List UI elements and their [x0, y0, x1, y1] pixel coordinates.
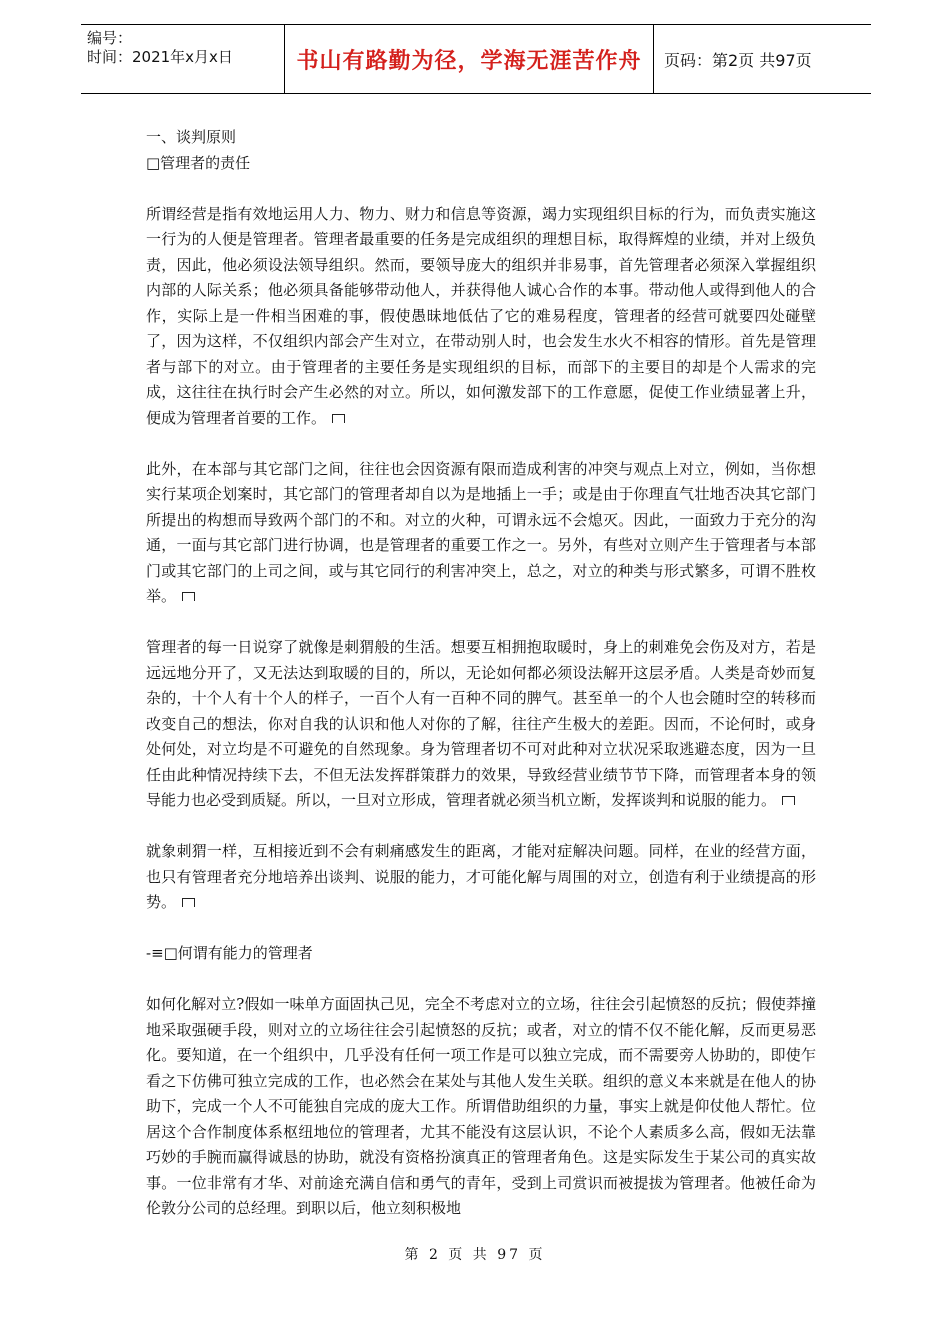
paragraph-text: 如何化解对立?假如一味单方面固执己见，完全不考虑对立的立场，往往会引起愤怒的反抗；假使莽撞地采取强硬手段，则对立的立场往往会引起愤怒的反抗；或者，对立的情不仅不能化解，反而更易恶化。要知道，在一个组织中，几乎没有任何一项工作是可以独立完成，而不需要旁人协助的，即使乍看之下仿佛可独立完成的工作，也必然会在某处与其他人发生关联。组织的意义本来就是在他人的协助下，完成一个人不可能独自完成的庞大工作。所谓借助组织的力量，事实上就是仰仗他人帮忙。位居这个合作制度体系枢纽地位的管理者，尤其不能没有这层认识，不论个人素质多么高，假如无法靠巧妙的手腕而赢得诚恳的协助，就没有资格扮演真正的管理者角色。这是实际发生于某公司的真实故事。一位非常有才华、对前途充满自信和勇气的青年，受到上司赏识而被提拔为管理者。他被任命为伦敦分公司的总经理。到职以后，他立刻积极地 — [146, 995, 816, 1217]
header-motto: 书山有路勤为径，学海无涯苦作舟 — [284, 25, 654, 93]
number-label: 编号： — [87, 29, 133, 47]
paragraph — [146, 992, 816, 1222]
paragraph-text: 所谓经营是指有效地运用人力、物力、财力和信息等资源，竭力实现组织目标的行为，而负责实施这一行为的人便是管理者。管理者最重要的任务是完成组织的理想目标，取得辉煌的业绩，并对上级负责，因此，他必须设法领导组织。然而，要领导庞大的组织并非易事，首先管理者必须深入掌握组织内部的人际关系；他必须具备能够带动他人，并获得他人诚心合作的本事。带动他人或得到他人的合作，实际上是一件相当困难的事，假使愚昧地低估了它的难易程度，管理者的经营可就要四处碰壁了，因为这样，不仅组织内部会产生对立，在带动别人时，也会发生水火不相容的情形。首先是管理者与部下的对立。由于管理者的主要任务是实现组织的目标，而部下的主要目的却是个人需求的完成，这往往在执行时会产生必然的对立。所以，如何激发部下的工作意愿，促使工作业绩显著上升，便成为管理者首要的工作。 — [146, 204, 816, 427]
paragraph-end-mark — [782, 796, 795, 805]
paragraph — [146, 202, 816, 432]
paragraph — [146, 839, 816, 916]
header-meta — [81, 25, 284, 93]
paragraph-end-mark — [182, 898, 195, 907]
time-label: 时间：2021年x月x日 — [87, 48, 233, 66]
paragraph-end-mark — [182, 592, 195, 601]
page-footer: 第 2 页 共 97 页 — [404, 1247, 546, 1263]
paragraph-text: 此外，在本部与其它部门之间，往往也会因资源有限而造成利害的冲突与观点上对立，例如，当你想实行某项企划案时，其它部门的管理者却自以为是地插上一手；或是由于你理直气壮地否决其它部门所提出的构想而导致两个部门的不和。对立的火种，可谓永远不会熄灭。因此，一面致力于充分的沟通，一面与其它部门进行协调，也是管理者的重要工作之一。另外，有些对立则产生于管理者与本部门或其它部门的上司之间，或与其它同行的利害冲突上，总之，对立的种类与形式繁多，可谓不胜枚举。 — [146, 459, 816, 605]
page-header — [81, 24, 871, 94]
paragraph — [146, 457, 816, 610]
paragraph — [146, 635, 816, 814]
subsection-title: -≡□何谓有能力的管理者 — [146, 944, 313, 962]
paragraph-text: 管理者的每一日说穿了就像是刺猬般的生活。想要互相拥抱取暖时，身上的刺难免会伤及对方，若是远远地分开了，又无法达到取暖的目的，所以，无论如何都必须设法解开这层矛盾。人类是奇妙而复杂的，十个人有十个人的样子，一百个人有一百种不同的脾气。甚至单一的个人也会随时空的转移而改变自己的想法，你对自我的认识和他人对你的了解，往往产生极大的差距。因而，不论何时，或身处何处，对立均是不可避免的自然现象。身为管理者切不可对此种对立状况采取逃避态度，因为一旦任由此种情况持续下去，不但无法发挥群策群力的效果，导致经营业绩节节下降，而管理者本身的领导能力也必受到质疑。所以，一旦对立形成，管理者就必须当机立断，发挥谈判和说服的能力。 — [146, 638, 816, 809]
header-page-code: 页码：第2页 共97页 — [664, 50, 812, 70]
paragraph-end-mark — [332, 414, 345, 423]
document-body — [146, 125, 816, 1222]
subsection-title: □管理者的责任 — [146, 153, 251, 172]
paragraph-text: 就象刺猬一样，互相接近到不会有刺痛感发生的距离，才能对症解决问题。同样，在业的经营方面，也只有管理者充分地培养出谈判、说服的能力，才可能化解与周围的对立，创造有利于业绩提高的形势。 — [146, 842, 816, 911]
section-title: 一、谈判原则 — [146, 128, 237, 146]
